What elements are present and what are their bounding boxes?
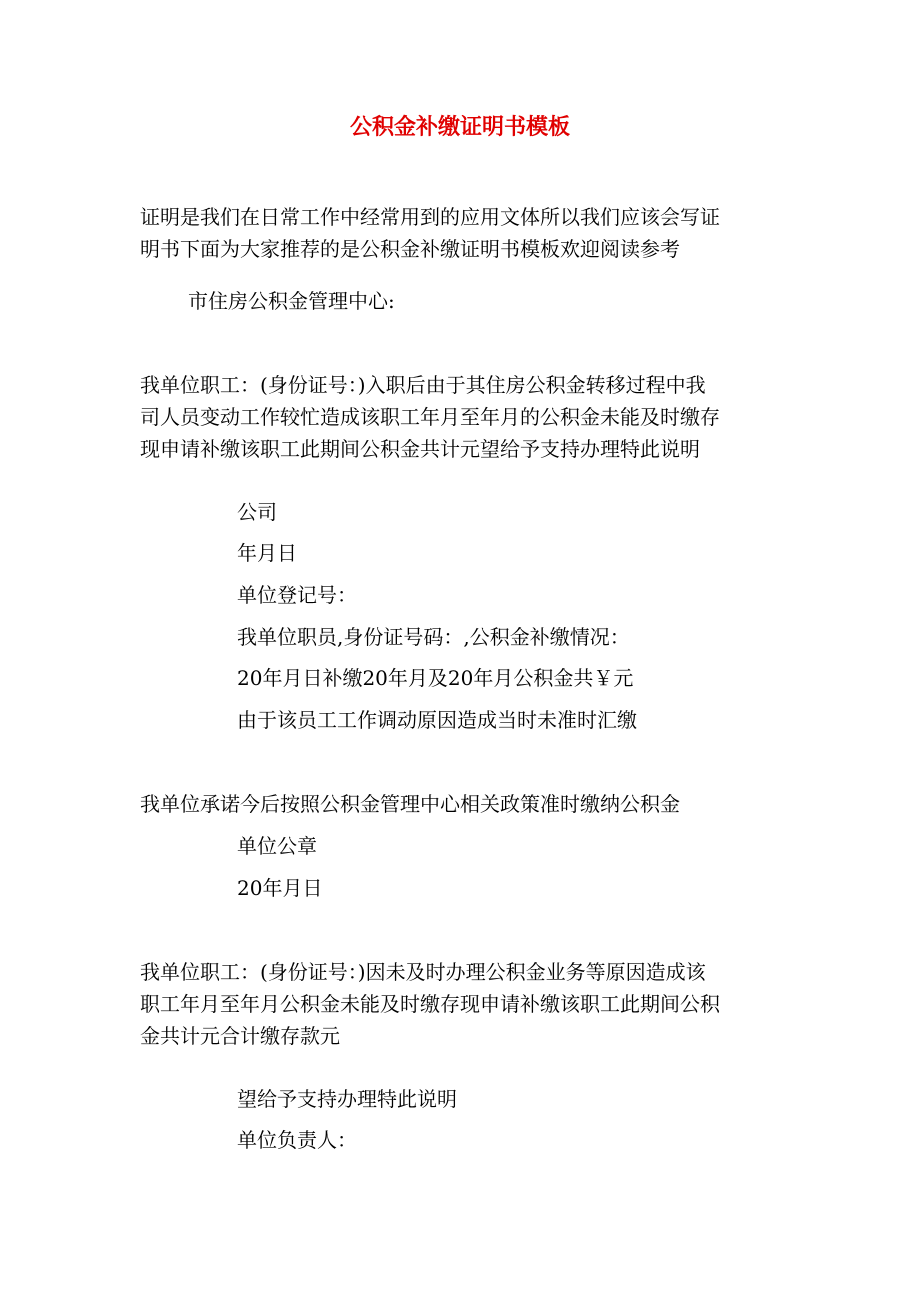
section1-paragraph [140, 369, 780, 465]
section3-line-1: 我单位职工：(身份证号：)因未及时办理公积金业务等原因造成该 [140, 960, 706, 984]
addressee: 市住房公积金管理中心: [188, 289, 395, 313]
payment-line: 20年月日补缴20年月及20年月公积金共￥元 [237, 666, 634, 690]
reason-line: 由于该员工工作调动原因造成当时未准时汇缴 [237, 708, 637, 732]
employee-info-line: 我单位职员,身份证号码：,公积金补缴情况： [237, 625, 630, 649]
intro-paragraph [140, 201, 780, 265]
company-name: 公司 [237, 500, 277, 524]
intro-line-2: 明书下面为大家推荐的是公积金补缴证明书模板欢迎阅读参考 [140, 237, 680, 261]
request-line: 望给予支持办理特此说明 [237, 1087, 457, 1111]
unit-seal: 单位公章 [237, 834, 317, 858]
section3-paragraph [140, 956, 780, 1052]
commitment-line: 我单位承诺今后按照公积金管理中心相关政策准时缴纳公积金 [140, 792, 680, 816]
section2-date: 20年月日 [237, 876, 323, 900]
section3-line-3: 金共计元合计缴存款元 [140, 1024, 340, 1048]
section3-line-2: 职工年月至年月公积金未能及时缴存现申请补缴该职工此期间公积 [140, 992, 720, 1016]
responsible-person: 单位负责人： [237, 1128, 357, 1152]
registration-number: 单位登记号： [237, 583, 357, 607]
document-title: 公积金补缴证明书模板 [349, 114, 570, 140]
section1-line-1: 我单位职工：(身份证号：)入职后由于其住房公积金转移过程中我 [140, 373, 706, 397]
section1-date: 年月日 [237, 541, 297, 565]
section1-line-2: 司人员变动工作较忙造成该职工年月至年月的公积金未能及时缴存 [140, 405, 720, 429]
intro-line-1: 证明是我们在日常工作中经常用到的应用文体所以我们应该会写证 [140, 205, 720, 229]
section1-line-3: 现申请补缴该职工此期间公积金共计元望给予支持办理特此说明 [140, 437, 700, 461]
